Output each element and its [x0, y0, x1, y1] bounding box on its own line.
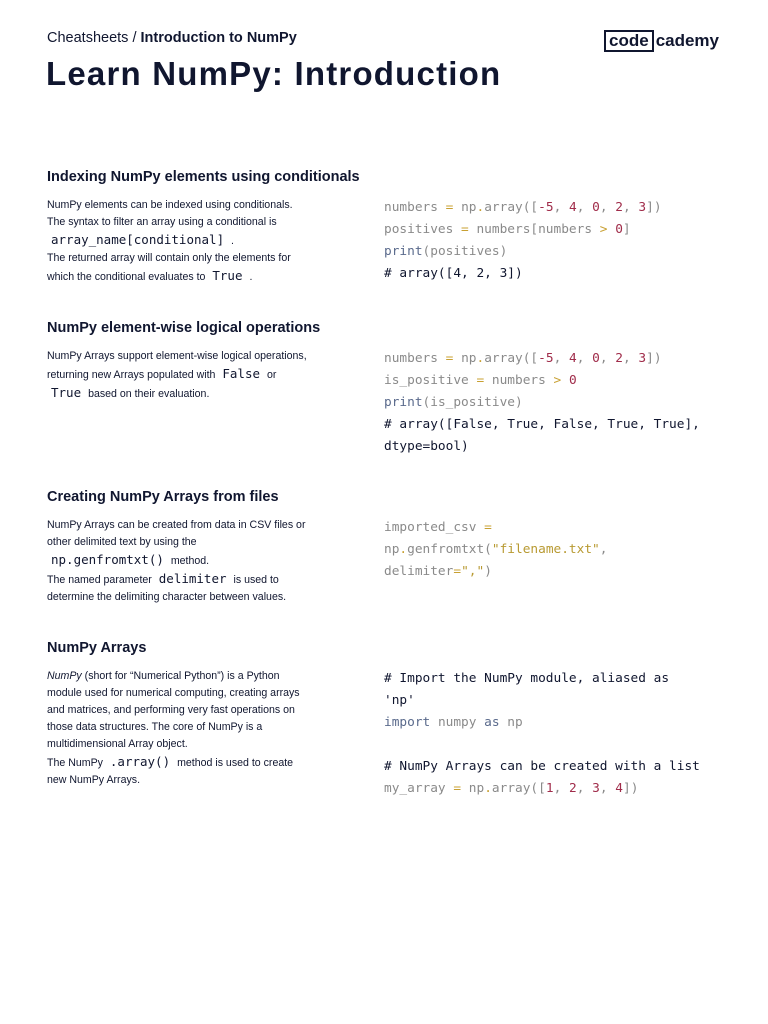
breadcrumb-separator: /: [128, 30, 141, 46]
code-token: 4: [615, 781, 623, 796]
code-token: 3: [638, 200, 647, 215]
desc-text: .: [231, 235, 234, 247]
code-block: [384, 348, 734, 458]
code-token: ",": [461, 564, 485, 579]
code-token: numpy: [430, 715, 485, 730]
desc-text: method.: [170, 555, 210, 567]
section-description: [47, 517, 342, 606]
page-title: Learn NumPy: Introduction: [46, 55, 502, 92]
code-token: positives: [384, 222, 462, 237]
code-token: numbers: [384, 200, 446, 215]
code-line: [384, 734, 734, 756]
code-line: [384, 690, 734, 712]
code-line: [384, 197, 734, 219]
code-token: [561, 373, 569, 388]
desc-text: (short for “Numerical Python”) is a Python: [81, 670, 280, 682]
section-heading: NumPy Arrays: [47, 640, 147, 656]
code-token: 0: [568, 373, 577, 388]
code-token: numbers[numbers: [468, 222, 600, 237]
code-token: # array([False, True, False, True, True],: [384, 417, 700, 432]
code-token: array([: [484, 200, 539, 215]
code-token: 0: [592, 351, 600, 366]
code-token: numbers: [484, 373, 554, 388]
code-token: ,: [553, 200, 569, 215]
code-token: dtype=bool): [384, 439, 469, 454]
code-token: ,: [553, 351, 569, 366]
code-token: (positives): [422, 244, 508, 259]
code-token: 2: [615, 200, 623, 215]
code-token: delimiter: [384, 564, 454, 579]
inline-code: array_name[conditional]: [51, 232, 225, 247]
code-token: ,: [553, 781, 569, 796]
desc-line: The NumPy: [47, 757, 103, 769]
inline-code: delimiter: [158, 571, 227, 586]
codecademy-logo[interactable]: [604, 30, 719, 52]
code-line: [384, 561, 734, 583]
code-line: [384, 263, 734, 285]
logo-boxed-text: code: [604, 30, 654, 52]
desc-line: and matrices, and performing very fast operations on: [47, 704, 295, 716]
code-token: print: [384, 395, 423, 410]
desc-line: returning new Arrays populated with: [47, 369, 216, 381]
desc-text: is used to: [233, 574, 279, 586]
code-line: [384, 219, 734, 241]
code-line: [384, 348, 734, 370]
code-token: .: [484, 781, 492, 796]
code-token: .: [476, 200, 485, 215]
desc-line: module used for numerical computing, creating arrays: [47, 687, 300, 699]
code-token: # Import the NumPy module, aliased as: [384, 671, 670, 686]
code-line: [384, 517, 734, 539]
breadcrumb: [47, 30, 297, 46]
code-token: 'np': [384, 693, 415, 708]
desc-line: other delimited text by using the: [47, 536, 197, 548]
logo-rest-text: cademy: [655, 31, 720, 50]
desc-text: or: [266, 369, 277, 381]
code-line: [384, 668, 734, 690]
code-token: import: [384, 715, 431, 730]
desc-line: NumPy Arrays support element-wise logical operations,: [47, 350, 307, 362]
code-token: .: [476, 351, 485, 366]
code-line: [384, 414, 734, 436]
inline-code: True: [212, 268, 243, 283]
code-token: my_array: [384, 781, 454, 796]
desc-line: The returned array will contain only the elements for: [47, 252, 291, 264]
code-token: np: [453, 351, 477, 366]
code-token: =: [445, 351, 454, 366]
code-token: =: [453, 564, 462, 579]
code-token: =: [453, 781, 462, 796]
code-token: ]: [622, 222, 631, 237]
code-token: 2: [568, 781, 577, 796]
code-token: ,: [599, 781, 616, 796]
section-description: [47, 197, 342, 286]
desc-line: NumPy elements can be indexed using conditionals.: [47, 199, 293, 211]
code-token: 3: [592, 781, 600, 796]
code-token: 3: [638, 351, 647, 366]
code-token: 0: [592, 200, 600, 215]
code-token: np: [384, 542, 400, 557]
code-token: ,: [599, 542, 608, 557]
desc-line: NumPy Arrays can be created from data in CSV files or: [47, 519, 306, 531]
breadcrumb-root-link[interactable]: Cheatsheets: [47, 30, 129, 46]
code-token: print: [384, 244, 423, 259]
inline-code: True: [51, 385, 82, 400]
code-token: array([: [491, 781, 546, 796]
desc-text: .: [249, 271, 253, 283]
desc-line: determine the delimiting character between values.: [47, 591, 287, 603]
code-token: ): [484, 564, 492, 579]
code-token: ]): [646, 200, 662, 215]
code-token: >: [553, 373, 562, 388]
code-token: array([: [484, 351, 539, 366]
code-token: 0: [615, 222, 623, 237]
code-token: np: [499, 715, 523, 730]
code-token: ]): [646, 351, 662, 366]
desc-text: method is used to create: [177, 757, 294, 769]
code-token: ,: [599, 200, 616, 215]
code-token: # NumPy Arrays can be created with a list: [384, 759, 700, 774]
section-description: [47, 348, 342, 403]
desc-line: multidimensional Array object.: [47, 738, 188, 750]
code-token: genfromtxt(: [407, 542, 492, 557]
section-heading: Creating NumPy Arrays from files: [47, 489, 279, 505]
code-token: ,: [622, 200, 639, 215]
code-token: =: [445, 200, 454, 215]
code-token: imported_csv: [384, 520, 485, 535]
code-block: [384, 197, 734, 285]
desc-line: The named parameter: [47, 574, 152, 586]
code-token: as: [484, 715, 500, 730]
code-token: ,: [622, 351, 639, 366]
code-token: -5: [538, 351, 554, 366]
inline-code: .array(): [109, 754, 171, 769]
code-token: ,: [576, 781, 593, 796]
section-description: [47, 668, 342, 789]
code-token: =: [476, 373, 485, 388]
code-line: [384, 370, 734, 392]
section-heading: NumPy element-wise logical operations: [47, 320, 321, 336]
code-token: # array([4, 2, 3]): [384, 266, 523, 281]
code-token: =: [461, 222, 469, 237]
code-token: np: [453, 200, 477, 215]
code-token: 1: [545, 781, 554, 796]
code-token: >: [599, 222, 608, 237]
desc-line: The syntax to filter an array using a conditional is: [47, 216, 277, 228]
code-token: 2: [615, 351, 623, 366]
code-token: 4: [568, 200, 577, 215]
desc-text: based on their evaluation.: [88, 388, 210, 400]
code-line: [384, 392, 734, 414]
code-token: .: [399, 542, 408, 557]
code-token: ,: [599, 351, 616, 366]
desc-emphasis: NumPy: [47, 670, 82, 682]
code-line: [384, 756, 734, 778]
code-token: 4: [568, 351, 577, 366]
code-line: [384, 778, 734, 800]
code-block: [384, 517, 734, 583]
code-token: -5: [538, 200, 554, 215]
desc-line: those data structures. The core of NumPy is a: [47, 721, 263, 733]
section-heading: Indexing NumPy elements using conditionals: [47, 169, 360, 185]
code-line: [384, 712, 734, 734]
code-line: [384, 539, 734, 561]
desc-line: which the conditional evaluates to: [47, 271, 206, 283]
code-token: ,: [576, 200, 593, 215]
breadcrumb-current: Introduction to NumPy: [140, 30, 297, 46]
code-line: [384, 241, 734, 263]
inline-code: False: [222, 366, 261, 381]
desc-line: new NumPy Arrays.: [47, 774, 141, 786]
code-token: np: [461, 781, 485, 796]
inline-code: np.genfromtxt(): [51, 552, 164, 567]
code-token: numbers: [384, 351, 446, 366]
code-token: "filename.txt": [491, 542, 600, 557]
code-token: ]): [622, 781, 639, 796]
code-block: [384, 668, 734, 800]
code-token: =: [484, 520, 492, 535]
code-token: ,: [576, 351, 593, 366]
code-line: [384, 436, 734, 458]
code-token: is_positive: [384, 373, 477, 388]
code-token: (is_positive): [422, 395, 523, 410]
